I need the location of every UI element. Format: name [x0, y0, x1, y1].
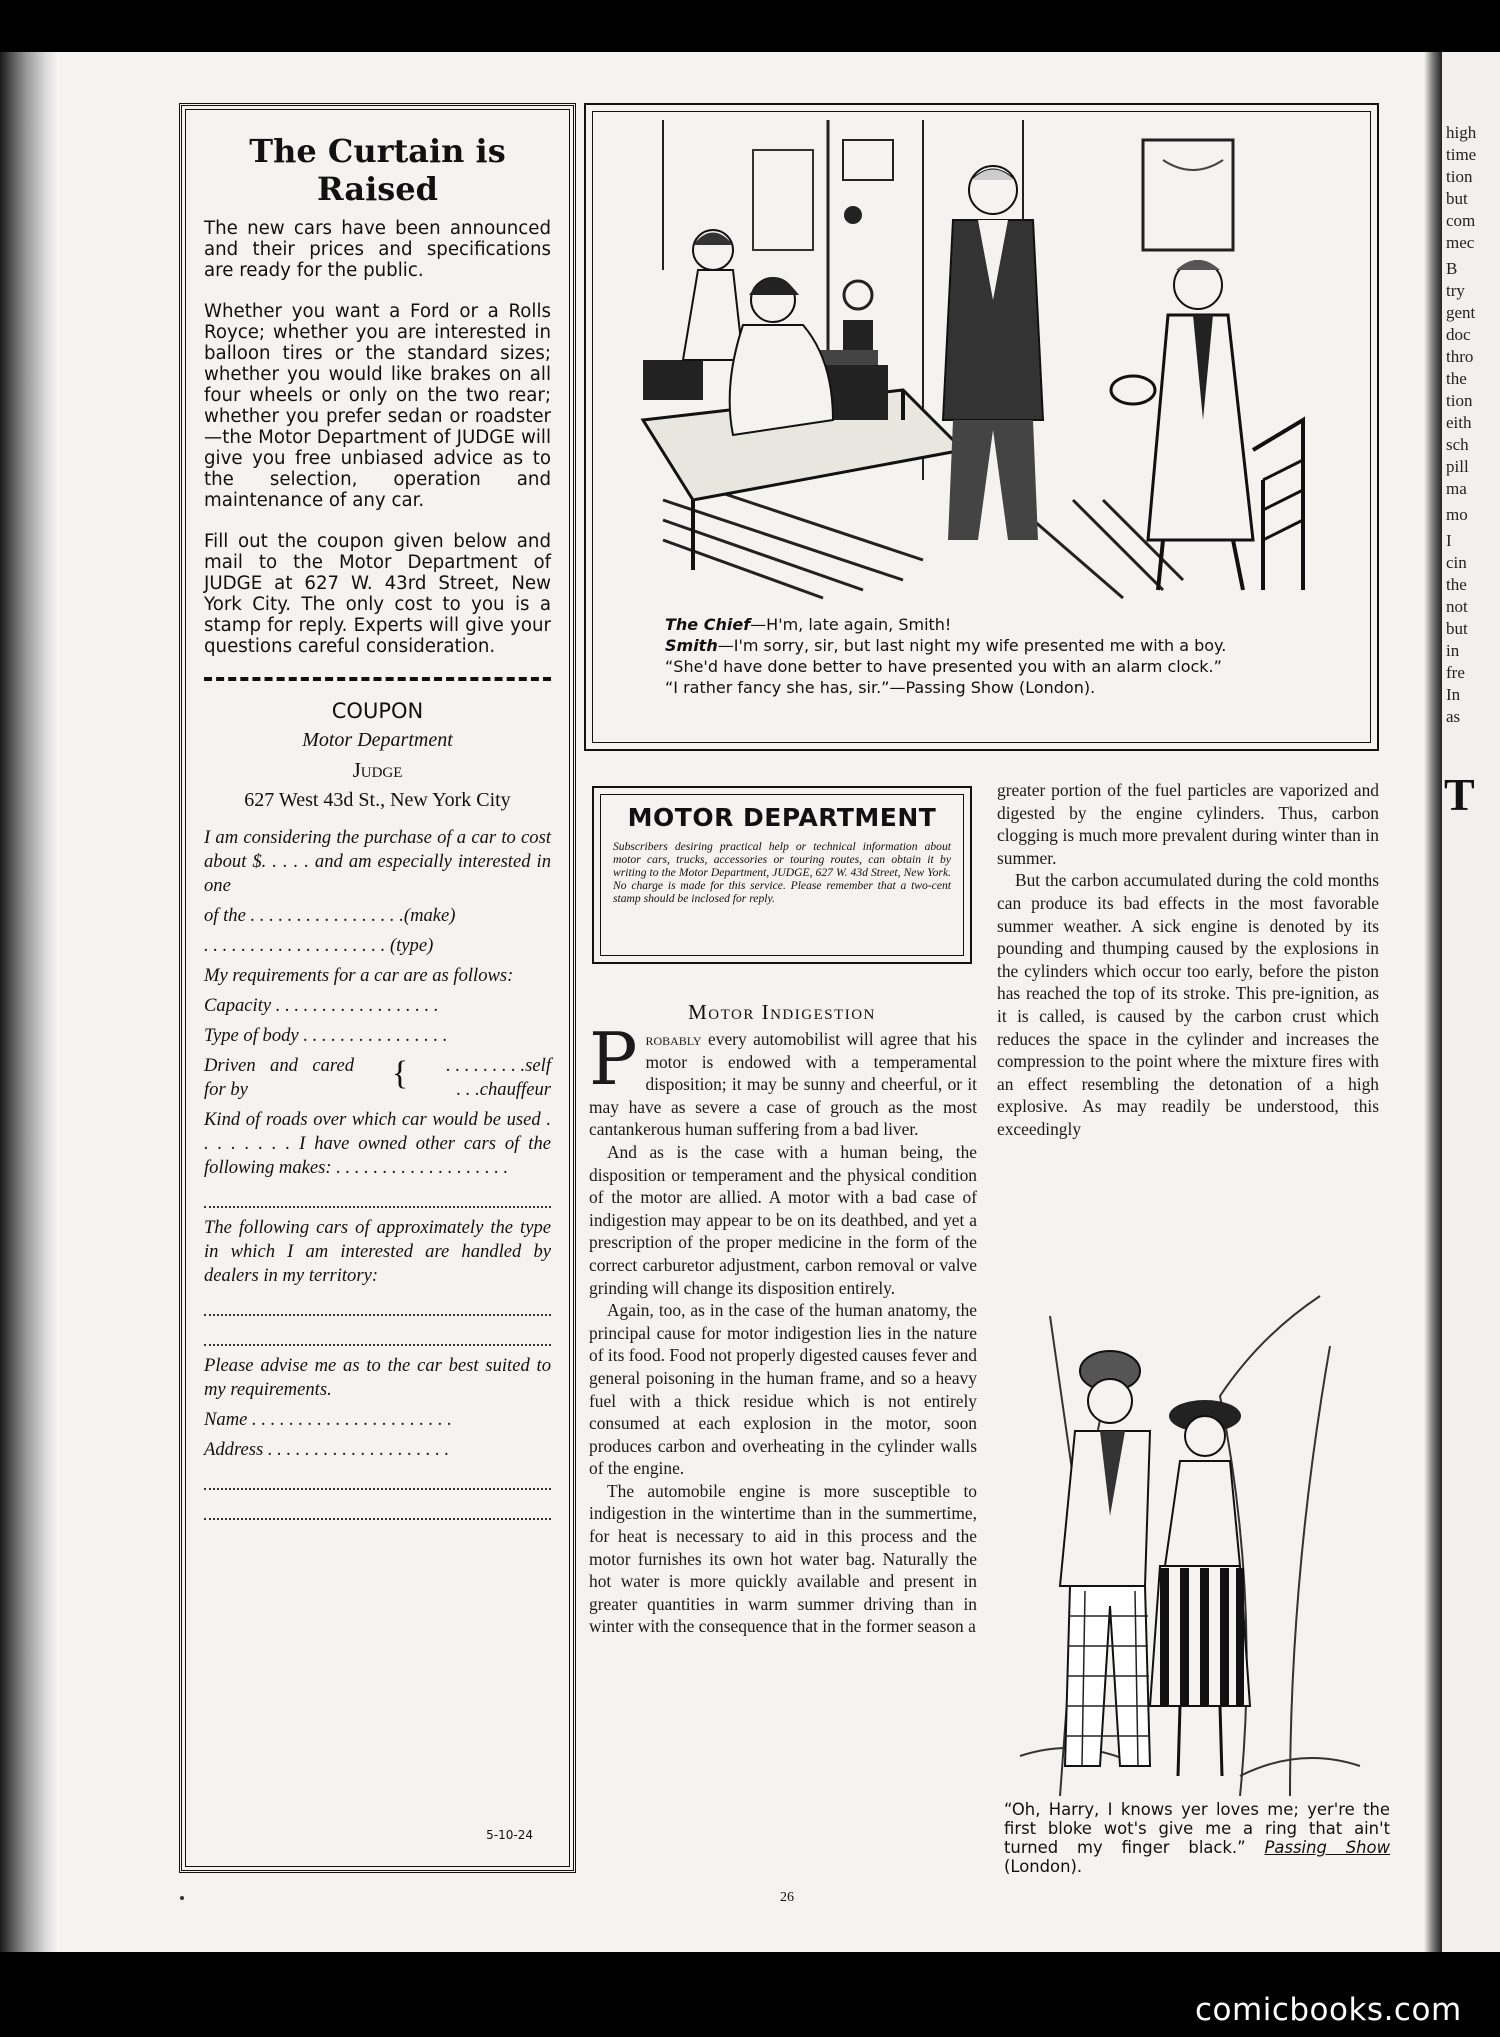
next-page-fragment: tion	[1446, 167, 1473, 186]
curtain-paragraph-3: Fill out the coupon given below and mail to the Motor Department of JUDGE at 627 W. 43rd Street, New York City. The only cost to you is a stamp for reply. Experts will give your questions careful consideration.	[204, 531, 551, 657]
motor-department-box	[592, 786, 972, 964]
article-column-2	[997, 779, 1379, 1141]
coupon-driven-label: Driven and cared for by	[204, 1055, 354, 1100]
coupon-department: Motor Department	[302, 729, 453, 751]
coupon-advise: Please advise me as to the car best suited to my requirements.	[204, 1355, 551, 1400]
coupon-roads-field[interactable]: Kind of roads over which car would be used . . . . . . . . I have owned other cars of the following makes: . . . . . . . . . . . . . . . . . . .	[204, 1109, 551, 1178]
next-page-fragment: not	[1446, 597, 1468, 616]
coupon-address-field[interactable]: Address . . . . . . . . . . . . . . . . . . . .	[204, 1439, 450, 1460]
next-page-fragment: but	[1446, 189, 1468, 208]
coupon-self-option[interactable]: . . . . . . . . .self	[446, 1055, 551, 1076]
next-page-fragment: I	[1446, 531, 1452, 550]
next-page-fragment: B	[1446, 259, 1458, 278]
coupon-intro: I am considering the purchase of a car to cost about $. . . . . and am especially interested in one	[204, 827, 551, 896]
next-page-fragment: fre	[1446, 663, 1465, 682]
next-page-fragment: cin	[1446, 553, 1467, 572]
next-page-fragment: In	[1446, 685, 1461, 704]
coupon-chauffeur-option[interactable]: . . .chauffeur	[456, 1079, 551, 1100]
next-page-fragment: try	[1446, 281, 1465, 300]
coupon-name-field[interactable]: Name . . . . . . . . . . . . . . . . . . . . . .	[204, 1409, 452, 1430]
article-paragraph: And as is the case with a human being, the disposition or temperament and the physical condition of the motor are allied. A motor with a bad case of indigestion may appear to be on its deathbed, and yet a prescription of the proper medicine in the form of the correct carburetor adjustment, carbon removal or valve grinding will change its disposition entirely.	[589, 1141, 977, 1298]
next-page-fragment: in	[1446, 641, 1460, 660]
next-page-fragment: as	[1446, 707, 1461, 726]
curtain-paragraph-1: The new cars have been announced and their prices and specifications are ready for the public.	[204, 218, 551, 281]
cut-line	[204, 677, 551, 681]
next-page-fragment: the	[1446, 369, 1467, 388]
next-page-fragment: gent	[1446, 303, 1476, 322]
office-cartoon-caption	[629, 614, 1341, 698]
curtain-title: The Curtain is Raised	[249, 132, 506, 208]
coupon-form	[204, 826, 551, 1520]
caption-line-1: The Chief—H'm, late again, Smith!	[665, 615, 952, 634]
binding-gutter	[0, 52, 58, 1952]
next-page-fragment: thro	[1446, 347, 1474, 366]
next-page-fragment: tion	[1446, 391, 1473, 410]
coupon-capacity-field[interactable]: Capacity . . . . . . . . . . . . . . . . . .	[204, 995, 439, 1016]
next-page-fragment: pill	[1446, 457, 1469, 476]
coupon-type-field[interactable]: . . . . . . . . . . . . . . . . . . . . (type)	[204, 935, 434, 956]
coupon-date: 5-10-24	[486, 1828, 533, 1842]
next-page-fragment: time	[1446, 145, 1477, 164]
coupon-blank-line[interactable]	[204, 1324, 551, 1346]
office-cartoon	[584, 103, 1379, 751]
couple-caption-place: (London).	[1004, 1857, 1083, 1876]
coupon-body-field[interactable]: Type of body . . . . . . . . . . . . . . . .	[204, 1025, 448, 1046]
next-page-fragment: com	[1446, 211, 1476, 230]
coupon-driven-row	[204, 1054, 551, 1102]
coupon-title: COUPON	[331, 699, 424, 723]
drop-cap: P	[589, 1017, 638, 1101]
article-paragraph: Probably every automobilist will agree that his motor is endowed with a temperamental disposition; it may be sunny and cheerful, or it may have as severe a case of grouch as the most cantankerous human suffering from a bad liver.	[589, 1017, 977, 1140]
page-edge	[1424, 52, 1442, 1952]
coupon-blank-line[interactable]	[204, 1498, 551, 1520]
page-number: 26	[780, 1890, 794, 1905]
coupon-requirements: My requirements for a car are as follows:	[204, 965, 514, 986]
article-paragraph: But the carbon accumulated during the cold months can produce its bad effects in the most favorable summer weather. A sick engine is denoted by its pounding and thumping caused by the explosions in the cylinders which occur too early, before the piston has reached the top of its stroke. This pre-ignition, as it is called, is caused by the carbon crust which reduces the space in the cylinder and increases the compression to the point where the mixture fires with an effect resembling the detonation of a high explosive. As may readily be understood, this exceedingly	[997, 870, 1379, 1139]
coupon-address: 627 West 43d St., New York City	[244, 789, 511, 811]
next-page-fragment: mec	[1446, 233, 1475, 252]
coupon-make-field[interactable]: of the . . . . . . . . . . . . . . . . .(make)	[204, 905, 456, 926]
next-page-fragment: ma	[1446, 479, 1467, 498]
curtain-coupon-box	[179, 103, 576, 1873]
article-paragraph: Again, too, as in the case of the human anatomy, the principal cause for motor indigestion lies in the nature of its food. Food not properly digested causes fever and general poisoning in the human frame, and so a heavy fuel with a thick residue which is not entirely consumed at each explosion in the motor, soon produces carbon and overheating in the cylinder walls of the engine.	[589, 1300, 977, 1479]
article-paragraph: The automobile engine is more susceptible to indigestion in the wintertime than in the summertime, for heat is necessary to aid in this process and the motor furnishes its own hot water bag. Naturally the hot water is more quickly available and present in greater quantities in warm summer driving than in winter with the consequence that in the former season a	[589, 1480, 977, 1637]
couple-cartoon	[1000, 1276, 1380, 1796]
coupon-blank-line[interactable]	[204, 1294, 551, 1316]
coupon-publication: Judge	[352, 758, 403, 782]
next-page-fragment: the	[1446, 575, 1467, 594]
office-illustration	[603, 120, 1363, 600]
curtain-paragraph-2: Whether you want a Ford or a Rolls Royce; whether you are interested in balloon tires or the standard sizes; whether you would like brakes on all four wheels or only on the two rear; whether you prefer sedan or roadster—the Motor Department of JUDGE will give you free unbiased advice as to the selection, operation and maintenance of any car.	[204, 301, 551, 511]
couple-cartoon-caption	[1004, 1800, 1390, 1876]
couple-caption-quote: “Oh, Harry, I knows yer loves me; yer're the first bloke wot's give me a ring that ain't turned my finger black.”	[1004, 1800, 1390, 1857]
article-column-1	[589, 1017, 977, 1638]
next-page-fragment: sch	[1446, 435, 1469, 454]
motor-department-title: MOTOR DEPARTMENT	[627, 803, 937, 832]
coupon-blank-line[interactable]	[204, 1186, 551, 1208]
article-headline: Motor Indigestion	[688, 1000, 876, 1024]
caption-line-3: “She'd have done better to have presented you with an alarm clock.”	[665, 657, 1222, 676]
coupon-dealers: The following cars of approximately the type in which I am interested are handled by dealers in my territory:	[204, 1217, 551, 1286]
next-page-fragment: high	[1446, 123, 1477, 142]
caption-line-2: Smith—I'm sorry, sir, but last night my wife presented me with a boy.	[665, 636, 1227, 655]
article-paragraph: greater portion of the fuel particles are vaporized and digested by the engine cylinders. Thus, carbon clogging is much more prevalent during winter than in summer.	[997, 780, 1379, 868]
next-page-fragment: mo	[1446, 505, 1468, 524]
next-page-strip	[1442, 52, 1500, 1952]
coupon-blank-line[interactable]	[204, 1468, 551, 1490]
next-page-fragment: but	[1446, 619, 1468, 638]
margin-dot	[180, 1896, 184, 1900]
brace: {	[391, 1055, 409, 1092]
caption-line-4: “I rather fancy she has, sir.”—Passing Show (London).	[665, 678, 1096, 697]
watermark: comicbooks.com	[1195, 1992, 1462, 2028]
next-page-fragment: doc	[1446, 325, 1471, 344]
couple-caption-source: Passing Show	[1264, 1838, 1390, 1857]
next-page-fragment: eith	[1446, 413, 1472, 432]
motor-department-note: Subscribers desiring practical help or technical information about motor cars, trucks, accessories or touring routes, can obtain it by writing to the Motor Department, JUDGE, 627 W. 43d Street, New York. No charge is made for this service. Please remember that a two-cent stamp should be inclosed for reply.	[613, 840, 951, 905]
next-page-initial: T	[1444, 769, 1475, 820]
